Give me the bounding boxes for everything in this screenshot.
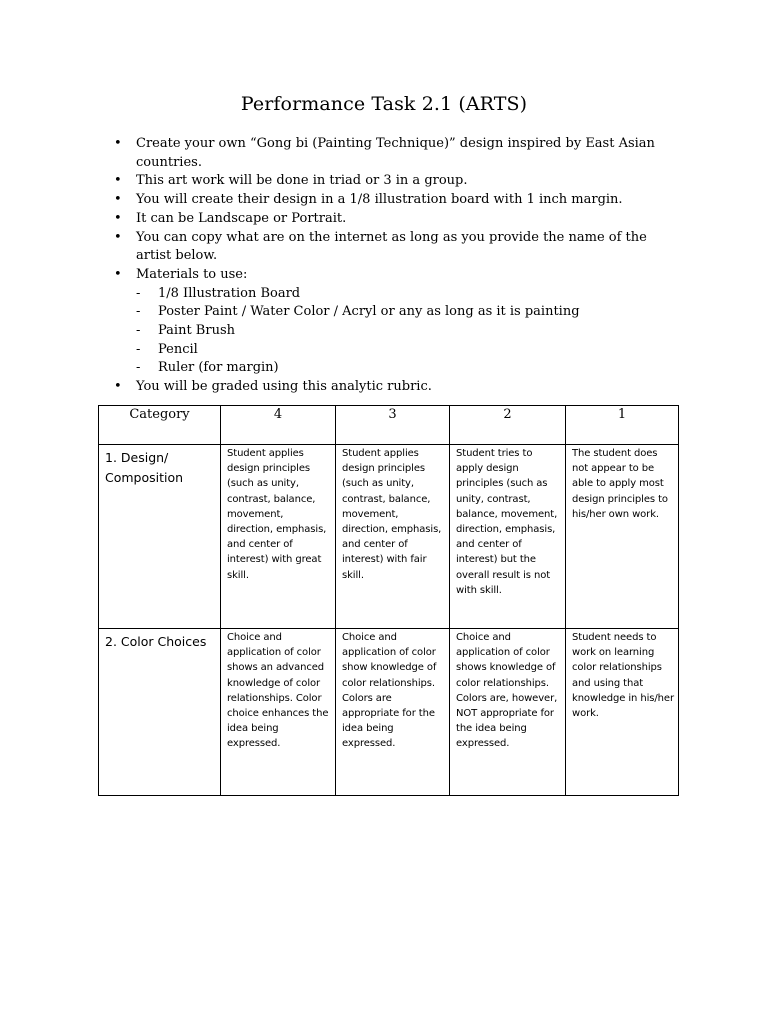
- material-text: 1/8 Illustration Board: [158, 285, 301, 301]
- list-item-text: It can be Landscape or Portrait.: [136, 210, 347, 226]
- material-text: Paint Brush: [158, 323, 235, 339]
- dash-icon: -: [136, 304, 141, 320]
- dash-icon: -: [136, 323, 141, 339]
- criteria-cell: The student does not appear to be able to apply most design principles to his/her own work.: [566, 445, 679, 629]
- list-item-text: Materials to use:: [136, 266, 248, 282]
- criteria-cell: Choice and application of color shows an advanced knowledge of color relationships. Color choice enhances the idea being expressed.: [221, 629, 336, 796]
- criteria-cell: Choice and application of color show knowledge of color relationships. Colors are appropriate for the idea being expressed.: [336, 629, 450, 796]
- bullet-icon: •: [114, 229, 122, 245]
- material-text: Ruler (for margin): [158, 360, 279, 376]
- bullet-icon: •: [114, 136, 122, 151]
- material-text: Poster Paint / Water Color / Acryl or any as long as it is painting: [158, 304, 580, 320]
- list-item-text: You can copy what are on the internet as long as you provide the name of the artist below.: [136, 229, 647, 264]
- table-row: [99, 445, 679, 629]
- list-item: [108, 135, 668, 172]
- column-header-score-3: 3: [336, 406, 450, 445]
- list-item: [108, 191, 668, 210]
- criteria-cell: Student needs to work on learning color relationships and using that knowledge in his/her work.: [566, 629, 679, 796]
- page-title: Performance Task 2.1 (ARTS): [240, 93, 528, 115]
- list-item: [108, 172, 668, 191]
- column-header-score-4: 4: [221, 406, 336, 445]
- dash-icon: -: [136, 341, 141, 357]
- bullet-icon: •: [114, 173, 122, 189]
- criteria-cell: Student applies design principles (such as unity, contrast, balance, movement, direction, emphasis, and center of interest) with fair skill.: [336, 445, 450, 629]
- dash-icon: -: [136, 285, 141, 301]
- material-item: [136, 341, 668, 360]
- material-text: Pencil: [158, 341, 198, 357]
- column-header-category: Category: [99, 406, 221, 445]
- criteria-cell: Student applies design principles (such as unity, contrast, balance, movement, direction, emphasis, and center of interest) with great skill.: [221, 445, 336, 629]
- list-item-text: This art work will be done in triad or 3 in a group.: [136, 173, 468, 189]
- list-item: [108, 378, 668, 397]
- category-cell: 2. Color Choices: [99, 629, 221, 796]
- category-cell: 1. Design/ Composition: [99, 445, 221, 629]
- list-item: [108, 266, 668, 378]
- materials-list: [136, 285, 668, 379]
- dash-icon: -: [136, 360, 141, 376]
- bullet-icon: •: [114, 192, 122, 208]
- bullet-icon: •: [114, 379, 122, 395]
- column-header-score-2: 2: [450, 406, 566, 445]
- table-header-row: [99, 406, 679, 445]
- list-item-text: You will be graded using this analytic rubric.: [136, 379, 432, 395]
- column-header-score-1: 1: [566, 406, 679, 445]
- material-item: [136, 285, 668, 304]
- bullet-icon: •: [114, 210, 122, 226]
- list-item-text: Create your own “Gong bi (Painting Technique)” design inspired by East Asian countries.: [136, 136, 655, 170]
- list-item: [108, 229, 668, 266]
- table-row: [99, 629, 679, 796]
- instructions-list: [108, 135, 668, 397]
- criteria-cell: Student tries to apply design principles (such as unity, contrast, balance, movement, direction, emphasis, and center of interest) but the overall result is not with skill.: [450, 445, 566, 629]
- list-item-text: You will create their design in a 1/8 illustration board with 1 inch margin.: [136, 192, 623, 208]
- material-item: [136, 359, 668, 378]
- list-item: [108, 210, 668, 229]
- rubric-table: [98, 405, 679, 796]
- criteria-cell: Choice and application of color shows knowledge of color relationships. Colors are, however, NOT appropriate for the idea being expressed.: [450, 629, 566, 796]
- material-item: [136, 303, 668, 322]
- material-item: [136, 322, 668, 341]
- bullet-icon: •: [114, 266, 122, 282]
